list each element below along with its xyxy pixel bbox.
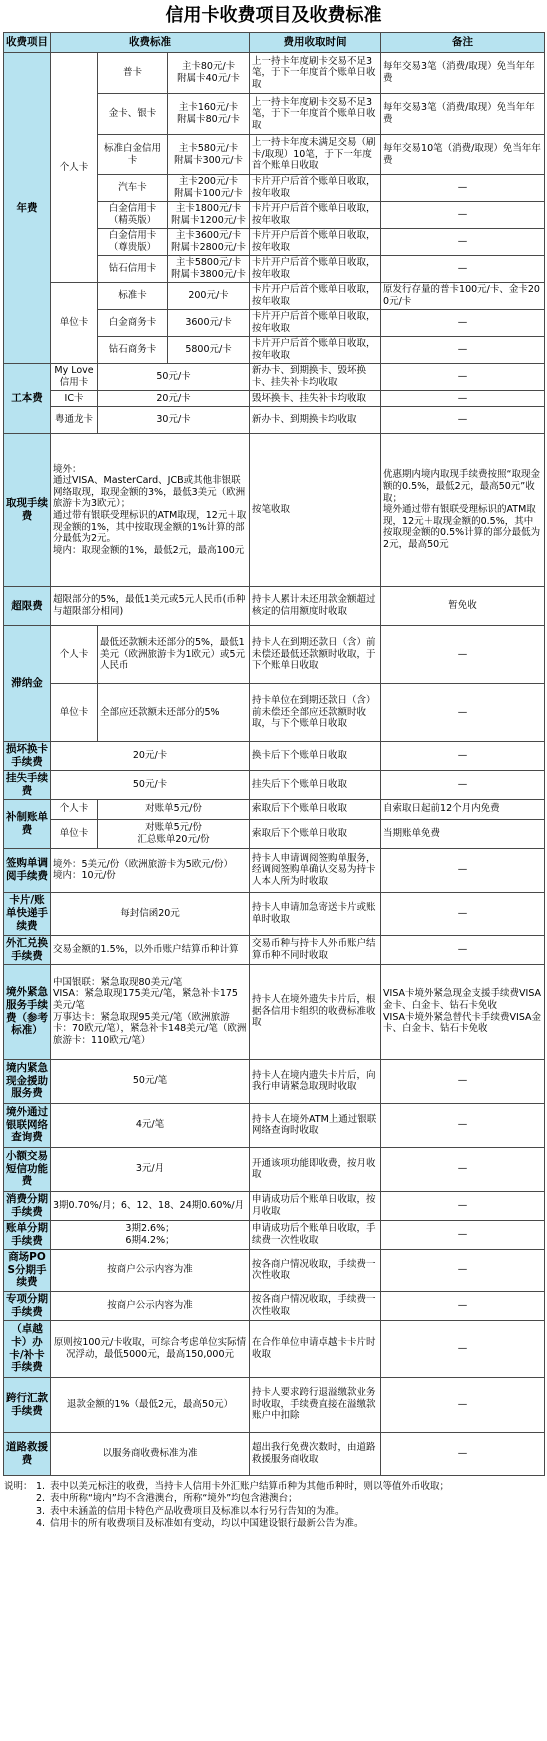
fee-standard: 退款金额的1%（最低2元，最高50元） [51,1377,250,1432]
note-item [4,1481,541,1494]
remark: — [381,1377,545,1432]
fee-standard: 50元/笔 [51,1059,250,1103]
card-type: 钻石信用卡 [98,256,168,283]
charge-time: 索取后下个账单日收取 [250,799,381,819]
remark: — [381,848,545,892]
remark: — [381,337,545,364]
page-title: 信用卡收费项目及收费标准 [165,5,382,26]
remark: — [381,1291,545,1320]
unit-card-label: 单位卡 [51,283,98,364]
fee-standard: 以服务商收费标准为准 [51,1432,250,1475]
remark: — [381,770,545,799]
category-express-fee: 卡片/账单快递手续费 [4,892,51,935]
note-number: 3. [36,1505,46,1517]
table-row [4,1103,545,1147]
fee-standard: 每封信函20元 [51,892,250,935]
fee-standard: 按商户公示内容为准 [51,1291,250,1320]
table-row [4,1432,545,1475]
category-query-fee: 境外通过银联网络查询费 [4,1103,51,1147]
note-text: 表中未涵盖的信用卡特色产品收费项目及标准以本行另行告知的为准。 [50,1505,345,1517]
remark: — [381,310,545,337]
table-row [4,892,545,935]
category-annual-fee: 年费 [4,53,51,364]
charge-time: 卡片开户后首个账单日收取，按年收取 [250,256,381,283]
fee-standard: 全部应还款额未还部分的5% [98,684,250,742]
charge-time: 上一持卡年度未满足交易（刷卡/取现）10笔，于下一年度首个账单日收取 [250,135,381,175]
charge-time: 持卡单位在到期还款日（含）前未偿还全部应还款额时收取，与下个账单日收取 [250,684,381,742]
category-slip-fee: 签购单调阅手续费 [4,848,51,892]
unit-card-label: 单位卡 [51,684,98,742]
table-row [4,799,545,819]
category-overlimit-fee: 超限费 [4,587,51,626]
table-row [4,1059,545,1103]
fee-table [3,32,545,1476]
fee-standard: 原则按100元/卡收取，可综合考虑单位实际情况浮动，最低5000元，最高150,000元 [51,1320,250,1377]
charge-time: 持卡人在境内遗失卡片后，向我行申请紧急取现时收取 [250,1059,381,1103]
remark: — [381,1220,545,1249]
charge-time: 索取后下个账单日收取 [250,819,381,848]
category-cash-fee: 取现手续费 [4,434,51,587]
note-item [4,1518,541,1531]
category-reissue-fee: 补制账单费 [4,799,51,848]
charge-time: 卡片开户后首个账单日收取，按年收取 [250,310,381,337]
fee-standard: 主卡580元/卡 附属卡300元/卡 [168,135,250,175]
remark: 当期账单免费 [381,819,545,848]
card-type: IC卡 [51,391,98,407]
fee-standard: 20元/卡 [51,742,250,771]
fee-standard: 3600元/卡 [168,310,250,337]
personal-card-label: 个人卡 [51,53,98,283]
remark: — [381,1249,545,1291]
card-type: 金卡、银卡 [98,94,168,135]
charge-time: 交易币种与持卡人外币账户结算币种不同时收取 [250,935,381,964]
category-lost-fee: 挂失手续费 [4,770,51,799]
category-sms-fee: 小额交易短信功能费 [4,1147,51,1191]
note-number: 1. [36,1480,46,1492]
fee-standard: 50元/卡 [98,364,250,391]
remark: — [381,742,545,771]
table-row [4,1147,545,1191]
table-row [4,391,545,407]
remark: — [381,1103,545,1147]
table-row [4,626,545,684]
note-text: 信用卡的所有收费项目及标准如有变动，均以中国建设银行最新公告为准。 [50,1518,364,1530]
note-text: 表中所称“境内”均不含港澳台，所称“境外”均包含港澳台； [50,1493,298,1505]
remark: 每年交易10笔（消费/取现）免当年年费 [381,135,545,175]
charge-time: 卡片开户后首个账单日收取，按年收取 [250,175,381,202]
fee-standard: 主卡80元/卡 附属卡40元/卡 [168,53,250,94]
remark: — [381,1320,545,1377]
fee-standard: 200元/卡 [168,283,250,310]
charge-time: 持卡人在境外ATM上通过银联网络查询时收取 [250,1103,381,1147]
remark: — [381,407,545,434]
category-road-rescue-fee: 道路救援费 [4,1432,51,1475]
category-bill-installment-fee: 账单分期手续费 [4,1220,51,1249]
charge-time: 持卡人在境外遗失卡片后，根据各信用卡组织的收费标准收取 [250,964,381,1059]
charge-time: 毁坏换卡、挂失补卡均收取 [250,391,381,407]
remark: — [381,626,545,684]
category-consume-installment-fee: 消费分期手续费 [4,1191,51,1220]
charge-time: 挂失后下个账单日收取 [250,770,381,799]
unit-card-label: 单位卡 [51,819,98,848]
remark: 优惠期内境内取现手续费按照“取现金额的0.5%，最低2元，最高50元”收取； 境外通过带有银联受理标识的ATM取现，12元＋取现金额的0.5%，其中按取现金额的0.5%计算的部分最低为2元，最高50元 [381,434,545,587]
charge-time: 换卡后下个账单日收取 [250,742,381,771]
remark: — [381,364,545,391]
table-row [4,53,545,94]
charge-time: 卡片开户后首个账单日收取，按年收取 [250,337,381,364]
remark: 每年交易3笔（消费/取现）免当年年费 [381,94,545,135]
charge-time: 新办卡、到期换卡、毁坏换卡、挂失补卡均收取 [250,364,381,391]
remark: 自索取日起前12个月内免费 [381,799,545,819]
fee-standard: 交易金额的1.5%，以外币账户结算币种计算 [51,935,250,964]
table-row [4,742,545,771]
note-item [4,1493,541,1506]
charge-time: 上一持卡年度刷卡交易不足3笔，于下一年度首个账单日收取 [250,53,381,94]
table-row [4,1291,545,1320]
table-row [4,587,545,626]
card-type: My Love信用卡 [51,364,98,391]
note-number: 2. [36,1493,46,1505]
fee-standard: 4元/笔 [51,1103,250,1147]
note-text: 表中以美元标注的收费，当持卡人信用卡外汇账户结算币种为其他币种时，则以等值外币收取； [50,1480,450,1492]
charge-time: 卡片开户后首个账单日收取，按年收取 [250,283,381,310]
table-row [4,1220,545,1249]
remark: — [381,175,545,202]
fee-standard: 超限部分的5%，最低1美元或5元人民币(币种与超限部分相同) [51,587,250,626]
fee-standard: 3期0.70%/月；6、12、18、24期0.60%/月 [51,1191,250,1220]
fee-standard: 对账单5元/份 汇总账单20元/份 [98,819,250,848]
personal-card-label: 个人卡 [51,626,98,684]
charge-time: 开通该项功能即收费，按月收取 [250,1147,381,1191]
fee-standard: 主卡160元/卡 附属卡80元/卡 [168,94,250,135]
header-item: 收费项目 [4,33,51,53]
category-damage-fee: 损坏换卡手续费 [4,742,51,771]
remark: — [381,935,545,964]
card-type: 白金商务卡 [98,310,168,337]
table-row [4,1249,545,1291]
charge-time: 持卡人在到期还款日（含）前未偿还最低还款额时收取，于下个账单日收取 [250,626,381,684]
card-type: 普卡 [98,53,168,94]
charge-time: 持卡人累计未还用款金额超过核定的信用额度时收取 [250,587,381,626]
fee-standard: 中国银联：紧急取现80美元/笔 VISA：紧急取现175美元/笔，紧急补卡175美元/笔 万事达卡：紧急取现95美元/笔（欧洲旅游卡：70欧元/笔），紧急补卡148美元/笔（欧洲旅游卡：110欧元/笔） [51,964,250,1059]
table-row [4,407,545,434]
fee-standard: 3元/月 [51,1147,250,1191]
remark: — [381,391,545,407]
table-header-row [4,33,545,53]
table-row [4,848,545,892]
charge-time: 持卡人申请调阅签购单服务，经调阅签购单确认交易为持卡人本人所为时收取 [250,848,381,892]
fee-standard: 主卡5800元/卡 附属卡3800元/卡 [168,256,250,283]
charge-time: 持卡人申请加急寄送卡片或账单时收取 [250,892,381,935]
table-row [4,364,545,391]
charge-time: 卡片开户后首个账单日收取，按年收取 [250,229,381,256]
category-pos-installment-fee: 商场POS分期手续费 [4,1249,51,1291]
table-row [4,964,545,1059]
fee-standard: 主卡3600元/卡 附属卡2800元/卡 [168,229,250,256]
charge-time: 持卡人要求跨行退溢缴款业务时收取，手续费直接在溢缴款账户中扣除 [250,1377,381,1432]
notes-prefix: 说明： [4,1480,33,1492]
remark: 原发行存量的普卡100元/卡、金卡200元/卡 [381,283,545,310]
header-standard: 收费标准 [51,33,250,53]
charge-time: 按笔收取 [250,434,381,587]
charge-time: 在合作单位申请卓越卡卡片时收取 [250,1320,381,1377]
remark: — [381,1147,545,1191]
category-production-fee: 工本费 [4,364,51,434]
table-row [4,819,545,848]
remark: — [381,256,545,283]
category-zhuoyue-fee: （卓越卡）办卡/补卡手续费 [4,1320,51,1377]
table-row [4,434,545,587]
remark: — [381,1432,545,1475]
charge-time: 上一持卡年度刷卡交易不足3笔，于下一年度首个账单日收取 [250,94,381,135]
category-fx-fee: 外汇兑换手续费 [4,935,51,964]
category-special-installment-fee: 专项分期手续费 [4,1291,51,1320]
table-row [4,1320,545,1377]
fee-standard: 50元/卡 [51,770,250,799]
charge-time: 申请成功后个账单日收取，手续费一次性收取 [250,1220,381,1249]
category-late-fee: 滞纳金 [4,626,51,742]
remark: — [381,1191,545,1220]
fee-standard: 境外：5美元/份（欧洲旅游卡为5欧元/份） 境内：10元/份 [51,848,250,892]
remark: — [381,684,545,742]
table-row [4,283,545,310]
remark: — [381,1059,545,1103]
personal-card-label: 个人卡 [51,799,98,819]
category-cross-bank-fee: 跨行汇款手续费 [4,1377,51,1432]
card-type: 汽车卡 [98,175,168,202]
table-row [4,1377,545,1432]
remark: 暂免收 [381,587,545,626]
category-domestic-emergency-fee: 境内紧急现金援助服务费 [4,1059,51,1103]
fee-standard: 5800元/卡 [168,337,250,364]
table-row [4,1191,545,1220]
card-type: 粤通龙卡 [51,407,98,434]
charge-time: 申请成功后个账单日收取，按月收取 [250,1191,381,1220]
header-note: 备注 [381,33,545,53]
fee-standard: 20元/卡 [98,391,250,407]
note-item [4,1506,541,1519]
fee-standard: 按商户公示内容为准 [51,1249,250,1291]
card-type: 标准白金信用卡 [98,135,168,175]
remark: 每年交易3笔（消费/取现）免当年年费 [381,53,545,94]
note-number: 4. [36,1518,46,1530]
notes-section [4,1481,541,1531]
card-type: 白金信用卡（尊贵版） [98,229,168,256]
fee-standard: 主卡200元/卡 附属卡100元/卡 [168,175,250,202]
category-emergency-fee: 境外紧急服务手续费（参考标准） [4,964,51,1059]
charge-time: 超出我行免费次数时，由道路救援服务商收取 [250,1432,381,1475]
table-row [4,935,545,964]
remark: — [381,229,545,256]
charge-time: 按各商户情况收取，手续费一次性收取 [250,1249,381,1291]
fee-standard: 境外： 通过VISA、MasterCard、JCB或其他非银联网络取现，取现金额的3%，最低3美元（欧洲旅游卡为3欧元）； 通过带有银联受理标识的ATM取现，12元＋取现金额的1%，其中按取现金额的1%计算的部分最低为2元。 境内：取现金额的1%，最低2元，最高100元 [51,434,250,587]
remark: — [381,892,545,935]
charge-time: 卡片开户后首个账单日收取，按年收取 [250,202,381,229]
fee-standard: 3期2.6%； 6期4.2%； [51,1220,250,1249]
remark: VISA卡境外紧急现金支援手续费VISA金卡、白金卡、钻石卡免收 VISA卡境外紧急替代卡手续费VISA金卡、白金卡、钻石卡免收 [381,964,545,1059]
table-row [4,770,545,799]
table-row [4,684,545,742]
card-type: 白金信用卡（精英版） [98,202,168,229]
fee-standard: 最低还款额未还部分的5%，最低1美元（欧洲旅游卡为1欧元）或5元人民币 [98,626,250,684]
remark: — [381,202,545,229]
charge-time: 新办卡、到期换卡均收取 [250,407,381,434]
charge-time: 按各商户情况收取，手续费一次性收取 [250,1291,381,1320]
card-type: 标准卡 [98,283,168,310]
header-time: 费用收取时间 [250,33,381,53]
fee-standard: 对账单5元/份 [98,799,250,819]
fee-standard: 30元/卡 [98,407,250,434]
fee-standard: 主卡1800元/卡 附属卡1200元/卡 [168,202,250,229]
card-type: 钻石商务卡 [98,337,168,364]
